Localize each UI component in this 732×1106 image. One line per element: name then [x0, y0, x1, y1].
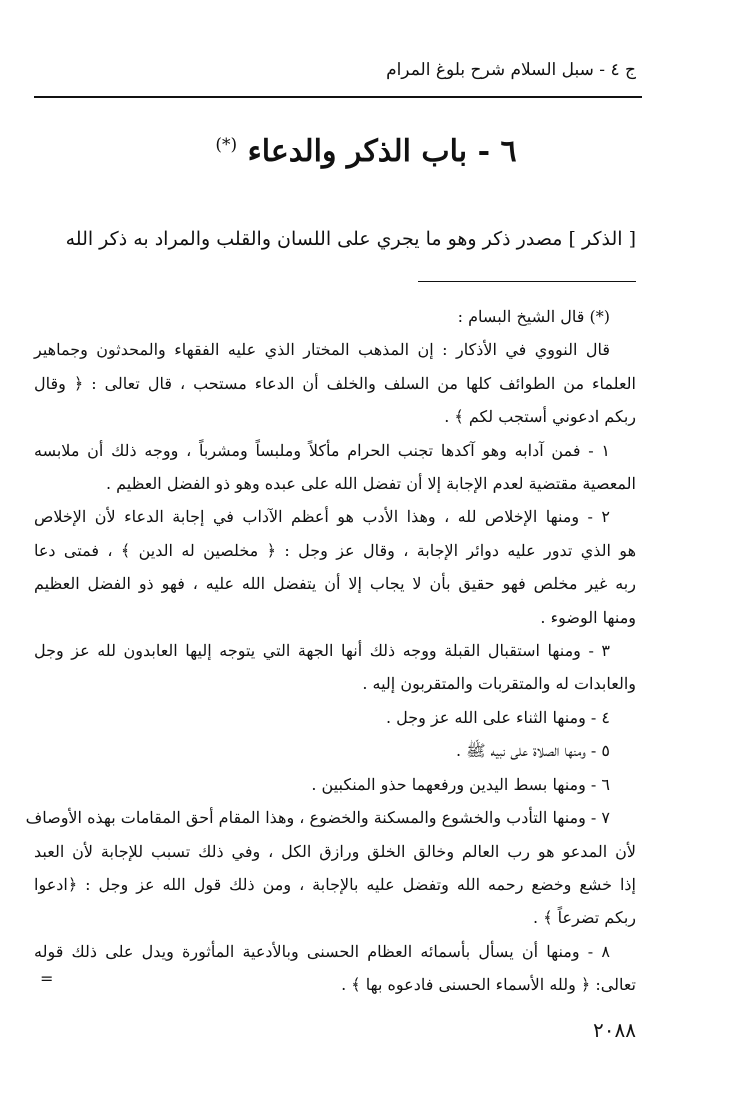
footnote-line: المعصية مقتضية لعدم الإجابة إلا أن تفضل الله على عبده وهو ذو الفضل العظيم . — [105, 474, 636, 494]
page-number: ٢٠٨٨ — [593, 1018, 636, 1042]
footnote-line: ٦ - ومنها بسط اليدين ورفعهما حذو المنكبين . — [311, 774, 610, 794]
footnotes-block — [25, 300, 636, 1002]
footnote-line: ٤ - ومنها الثناء على الله عز وجل . — [385, 707, 610, 727]
footnote-mark: (*) — [215, 135, 238, 155]
footnote-line: ٢ - ومنها الإخلاص لله ، وهذا الأدب هو أعظم الآداب في إجابة الدعاء لأن الإخلاص — [34, 507, 610, 527]
footnote-line: تعالى: ﴿ ولله الأسماء الحسنى فادعوه بها ﴾ . — [341, 975, 636, 995]
running-header: ج ٤ - سبل السلام شرح بلوغ المرام — [386, 60, 636, 80]
footnote-line: ربكم ادعوني أستجب لكم ﴾ . — [444, 407, 636, 427]
intro-line: [ الذكر ] مصدر ذكر وهو ما يجري على اللسان والقلب والمراد به ذكر الله — [65, 228, 636, 250]
header-rule — [34, 96, 642, 98]
footnote-separator — [418, 281, 636, 282]
chapter-title — [90, 134, 642, 169]
footnote-line: هو الذي تدور عليه دوائر الإجابة ، وقال عز وجل : ﴿ مخلصين له الدين ﴾ ، فمتى دعا — [34, 540, 636, 560]
continuation-mark: = — [40, 969, 54, 988]
footnote-line: ٧ - ومنها التأدب والخشوع والمسكنة والخضوع ، وهذا المقام أحق المقامات بهذه الأوصاف — [25, 808, 610, 828]
footnote-line: ٥ - ومنها الصلاة على نبيه ﷺ . — [456, 741, 610, 761]
footnote-line: إذا خشع وخضع رحمه الله وتفضل عليه بالإجابة ، ومن ذلك قول الله عز وجل : ﴿ادعوا — [34, 874, 636, 894]
footnote-line: قال النووي في الأذكار : إن المذهب المختار الذي عليه الفقهاء والمحدثون وجماهير — [34, 340, 610, 360]
footnote-line: (*) قال الشيخ البسام : — [457, 307, 610, 326]
footnote-line: لأن المدعو هو رب العالم وخالق الخلق ورازق الكل ، وفي ذلك تسبب للإجابة لأن العبد — [34, 841, 636, 861]
footnote-line: ربه غير مخلص فهو حقيق بأن لا يجاب إلا أن يتفضل الله عليه ، فهو ذو الفضل العظيم — [34, 574, 636, 594]
footnote-line: ١ - فمن آدابه وهو آكدها تجنب الحرام مأكلاً وملبساً ومشرباً ، ووجه ذلك أن ملابسه — [34, 440, 610, 460]
footnote-line: العلماء من الطوائف كلها من السلف والخلف أن الدعاء مستحب ، قال تعالى : ﴿ وقال — [34, 373, 636, 393]
footnote-line: ومنها الوضوء . — [540, 607, 636, 627]
footnote-line: ٣ - ومنها استقبال القبلة ووجه ذلك أنها الجهة التي يتوجه إليها العابدون لله عز وجل — [34, 641, 610, 661]
footnote-line: ٨ - ومنها أن يسأل بأسمائه العظام الحسنى وبالأدعية المأثورة ويدل على ذلك قوله — [34, 941, 610, 961]
chapter-title-text: ٦ - باب الذكر والدعاء — [247, 134, 517, 169]
footnote-line: والعابدات له والمتقربات والمتقربون إليه . — [362, 674, 636, 694]
footnote-line: ربكم تضرعاً ﴾ . — [533, 908, 636, 928]
